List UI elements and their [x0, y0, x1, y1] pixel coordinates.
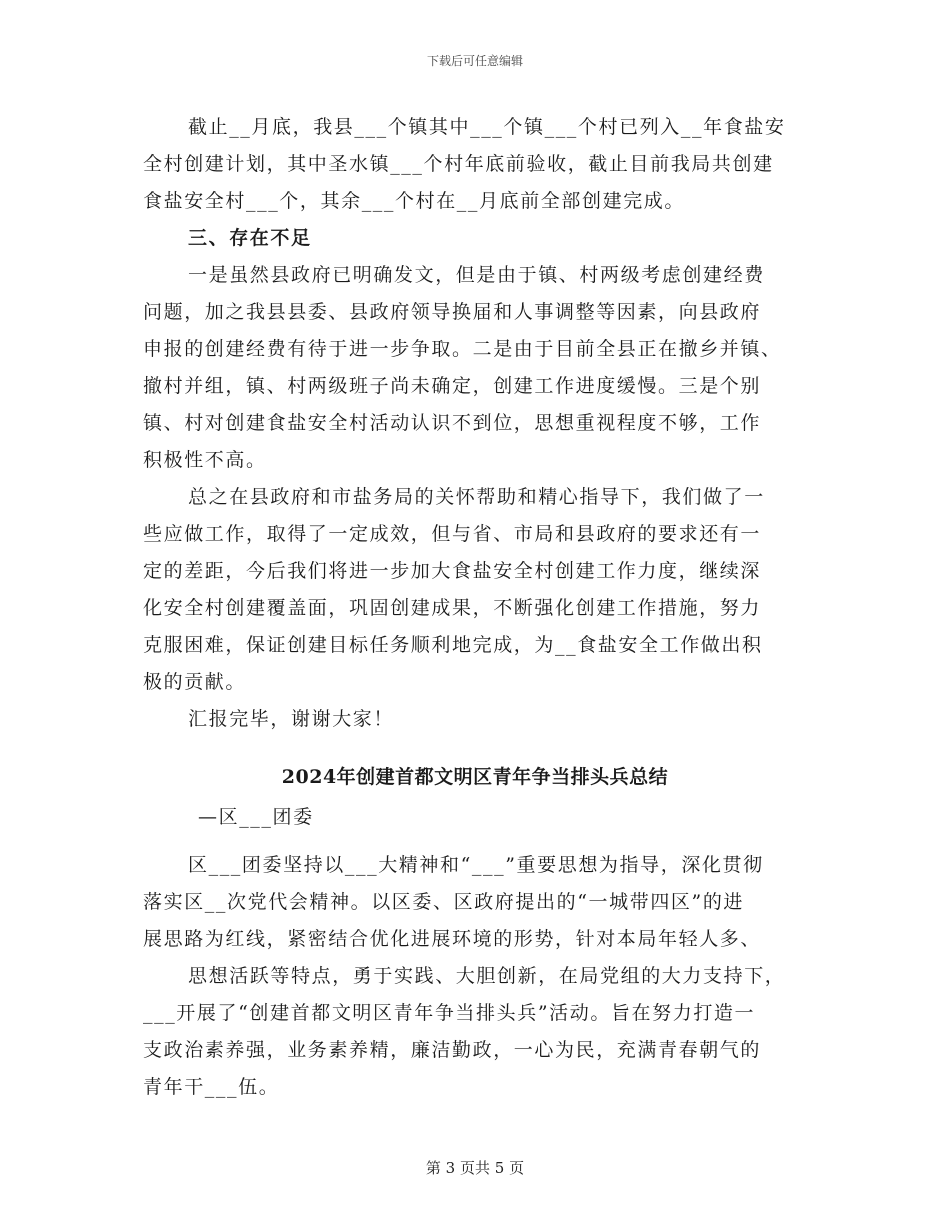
paragraph-line: 化安全村创建覆盖面，巩固创建成果，不断强化创建工作措施，努力 [143, 597, 762, 619]
paragraph-line: 思想活跃等特点，勇于实践、大胆创新，在局党组的大力支持下， [188, 965, 786, 987]
paragraph-line: 镇、村对创建食盐安全村活动认识不到位，思想重视程度不够，工作 [143, 412, 762, 434]
paragraph-line: 些应做工作，取得了一定成效，但与省、市局和县政府的要求还有一 [143, 523, 762, 545]
paragraph-line: 积极性不高。 [143, 449, 267, 471]
paragraph-line: 支政治素养强，业务素养精，廉洁勤政，一心为民，充满青春朝气的 [143, 1039, 762, 1061]
paragraph-line: 落实区__次党代会精神。以区委、区政府提出的“一城带四区”的进 [143, 891, 745, 913]
page-header: 下载后可任意编辑 [426, 54, 523, 68]
section-heading: 三、存在不足 [188, 227, 312, 249]
paragraph-line: 问题，加之我县县委、县政府领导换届和人事调整等因素，向县政府 [143, 301, 762, 323]
paragraph-line: 总之在县政府和市盐务局的关怀帮助和精心指导下，我们做了一 [188, 486, 765, 508]
paragraph-line: 极的贡献。 [143, 671, 247, 693]
paragraph-line: 克服困难，保证创建目标任务顺利地完成，为__食盐安全工作做出积 [143, 634, 763, 656]
paragraph-line: 截止__月底，我县___个镇其中___个镇___个村已列入__年食盐安 [188, 116, 786, 138]
paragraph-line: 一是虽然县政府已明确发文，但是由于镇、村两级考虑创建经费 [188, 264, 765, 286]
byline: —区___团委 [198, 806, 314, 828]
paragraph-line: 食盐安全村___个，其余___个村在__月底前全部创建完成。 [143, 190, 686, 212]
paragraph-line: 全村创建计划，其中圣水镇___个村年底前验收，截止目前我局共创建 [143, 153, 774, 175]
paragraph-line: 申报的创建经费有待于进一步争取。二是由于目前全县正在撤乡并镇、 [143, 338, 782, 360]
article-title: 2024年创建首都文明区青年争当排头兵总结 [281, 766, 669, 788]
paragraph-line: 区___团委坚持以___大精神和“___”重要思想为指导，深化贯彻 [188, 854, 764, 876]
paragraph-line: 撤村并组，镇、村两级班子尚未确定，创建工作进度缓慢。三是个别 [143, 375, 762, 397]
paragraph-line: 定的差距，今后我们将进一步加大食盐安全村创建工作力度，继续深 [143, 560, 762, 582]
page-footer: 第 3 页共 5 页 [425, 1159, 525, 1177]
paragraph-line: 展思路为红线，紧密结合优化进展环境的形势，针对本局年轻人多、 [143, 928, 762, 950]
paragraph-line: ___开展了“创建首都文明区青年争当排头兵”活动。旨在努力打造一 [143, 1002, 756, 1024]
paragraph-line: 青年干___伍。 [143, 1076, 280, 1098]
closing-line: 汇报完毕，谢谢大家！ [188, 708, 395, 730]
